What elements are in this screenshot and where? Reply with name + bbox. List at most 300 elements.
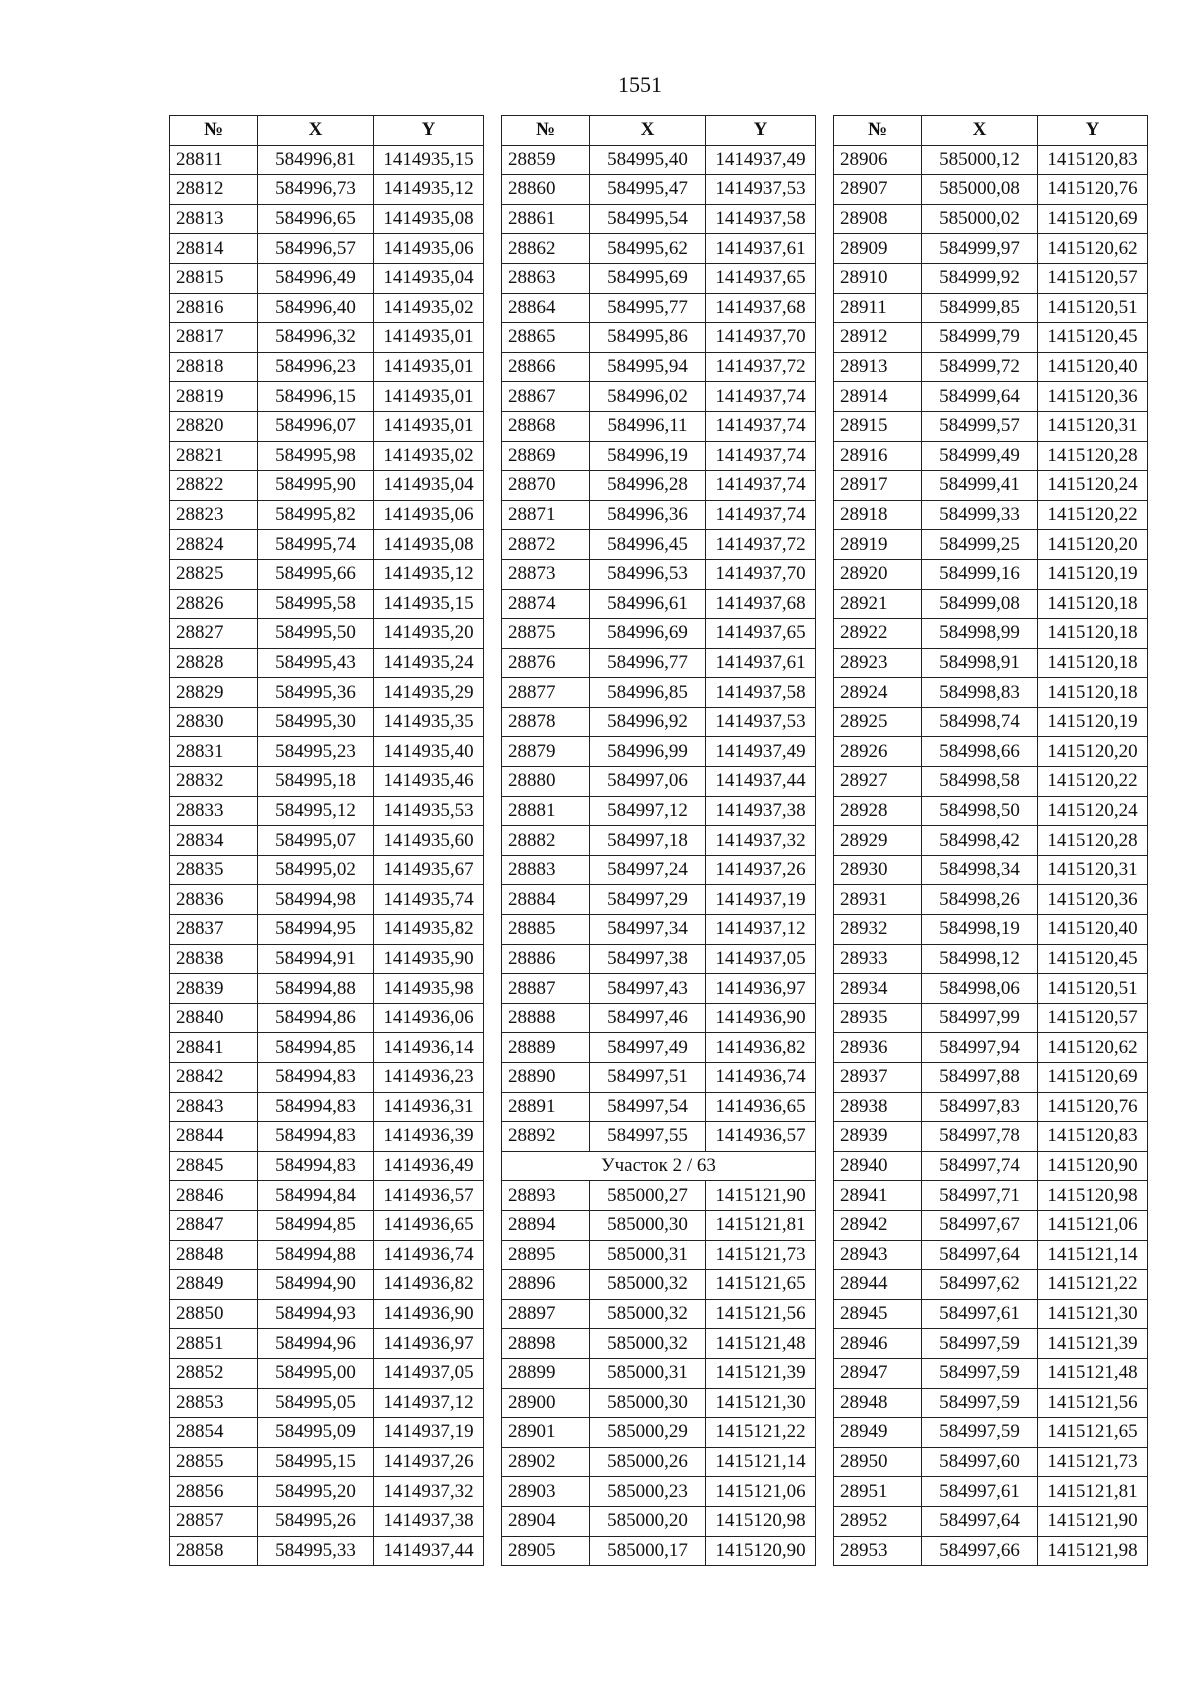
x-value: 584995,66: [258, 559, 374, 589]
point-number: 28920: [834, 559, 922, 589]
table-row: [502, 352, 816, 382]
table-row: [502, 1063, 816, 1093]
x-value: 584995,58: [258, 589, 374, 619]
y-value: 1415121,39: [706, 1358, 816, 1388]
page-number: 1551: [618, 72, 662, 97]
point-number: 28829: [170, 678, 258, 708]
point-number: 28918: [834, 500, 922, 530]
point-number: 28821: [170, 441, 258, 471]
table-row: [502, 915, 816, 945]
y-value: 1414935,01: [374, 323, 484, 353]
table-row: [170, 1477, 484, 1507]
point-number: 28921: [834, 589, 922, 619]
table-row: [834, 915, 1148, 945]
y-value: 1414936,82: [374, 1270, 484, 1300]
x-value: 584995,54: [590, 204, 706, 234]
y-value: 1415120,76: [1038, 175, 1148, 205]
y-value: 1414937,72: [706, 352, 816, 382]
x-value: 584999,64: [922, 382, 1038, 412]
y-value: 1414937,68: [706, 589, 816, 619]
point-number: 28930: [834, 855, 922, 885]
y-value: 1414937,38: [706, 796, 816, 826]
y-value: 1414935,06: [374, 500, 484, 530]
y-value: 1414935,29: [374, 678, 484, 708]
point-number: 28891: [502, 1092, 590, 1122]
y-value: 1415120,98: [706, 1506, 816, 1536]
table-row: [502, 500, 816, 530]
point-number: 28902: [502, 1447, 590, 1477]
header-row: [834, 116, 1148, 146]
point-number: 28931: [834, 885, 922, 915]
x-value: 584997,71: [922, 1181, 1038, 1211]
x-value: 584996,81: [258, 145, 374, 175]
x-value: 584994,85: [258, 1033, 374, 1063]
y-value: 1415121,73: [706, 1240, 816, 1270]
y-value: 1415120,57: [1038, 1003, 1148, 1033]
y-value: 1415120,22: [1038, 500, 1148, 530]
point-number: 28929: [834, 826, 922, 856]
table-row: [170, 589, 484, 619]
table-row: [170, 1270, 484, 1300]
y-value: 1415120,20: [1038, 737, 1148, 767]
x-value: 584994,96: [258, 1329, 374, 1359]
table-row: [834, 1536, 1148, 1566]
table-row: [170, 737, 484, 767]
point-number: 28878: [502, 707, 590, 737]
x-value: 584998,34: [922, 855, 1038, 885]
point-number: 28934: [834, 974, 922, 1004]
y-value: 1414937,61: [706, 234, 816, 264]
point-number: 28875: [502, 619, 590, 649]
table-row: [170, 1358, 484, 1388]
table-row: [502, 382, 816, 412]
table-row: [834, 293, 1148, 323]
table-row: [834, 1447, 1148, 1477]
y-value: 1414937,70: [706, 559, 816, 589]
point-number: 28901: [502, 1418, 590, 1448]
y-value: 1415121,98: [1038, 1536, 1148, 1566]
point-number: 28926: [834, 737, 922, 767]
y-value: 1414936,57: [706, 1122, 816, 1152]
table-row: [834, 1477, 1148, 1507]
x-value: 584999,57: [922, 411, 1038, 441]
y-value: 1415121,39: [1038, 1329, 1148, 1359]
point-number: 28873: [502, 559, 590, 589]
table-row: [170, 1240, 484, 1270]
x-value: 584997,34: [590, 915, 706, 945]
point-number: 28913: [834, 352, 922, 382]
x-value: 584995,90: [258, 471, 374, 501]
point-number: 28868: [502, 411, 590, 441]
point-number: 28851: [170, 1329, 258, 1359]
table-row: [170, 471, 484, 501]
table-row: [502, 1447, 816, 1477]
point-number: 28843: [170, 1092, 258, 1122]
point-number: 28925: [834, 707, 922, 737]
point-number: 28908: [834, 204, 922, 234]
point-number: 28885: [502, 915, 590, 945]
x-value: 584996,28: [590, 471, 706, 501]
x-value: 584997,46: [590, 1003, 706, 1033]
y-value: 1414935,08: [374, 530, 484, 560]
y-value: 1414936,97: [706, 974, 816, 1004]
point-number: 28816: [170, 293, 258, 323]
point-number: 28846: [170, 1181, 258, 1211]
point-number: 28830: [170, 707, 258, 737]
point-number: 28817: [170, 323, 258, 353]
table-row: [170, 944, 484, 974]
y-value: 1414937,38: [374, 1506, 484, 1536]
point-number: 28870: [502, 471, 590, 501]
y-value: 1414936,82: [706, 1033, 816, 1063]
point-number: 28859: [502, 145, 590, 175]
point-number: 28845: [170, 1151, 258, 1181]
x-value: 585000,31: [590, 1240, 706, 1270]
point-number: 28869: [502, 441, 590, 471]
x-value: 584994,95: [258, 915, 374, 945]
point-number: 28849: [170, 1270, 258, 1300]
y-value: 1415121,81: [1038, 1477, 1148, 1507]
point-number: 28905: [502, 1536, 590, 1566]
table-row: [834, 974, 1148, 1004]
table-row: [834, 263, 1148, 293]
x-value: 584994,91: [258, 944, 374, 974]
x-value: 585000,30: [590, 1210, 706, 1240]
x-value: 584996,11: [590, 411, 706, 441]
x-value: 584996,02: [590, 382, 706, 412]
coordinates-table-1: [169, 115, 484, 1566]
point-number: 28840: [170, 1003, 258, 1033]
y-value: 1414936,57: [374, 1181, 484, 1211]
table-row: [502, 323, 816, 353]
y-value: 1414936,31: [374, 1092, 484, 1122]
point-number: 28947: [834, 1358, 922, 1388]
x-value: 584998,06: [922, 974, 1038, 1004]
point-number: 28844: [170, 1122, 258, 1152]
point-number: 28853: [170, 1388, 258, 1418]
x-value: 584997,29: [590, 885, 706, 915]
table-row: [170, 826, 484, 856]
point-number: 28951: [834, 1477, 922, 1507]
point-number: 28813: [170, 204, 258, 234]
point-number: 28848: [170, 1240, 258, 1270]
y-value: 1414937,58: [706, 678, 816, 708]
table-row: [834, 589, 1148, 619]
y-value: 1415120,18: [1038, 589, 1148, 619]
y-value: 1414937,53: [706, 707, 816, 737]
y-value: 1415120,19: [1038, 559, 1148, 589]
y-value: 1415121,90: [1038, 1506, 1148, 1536]
x-value: 584999,72: [922, 352, 1038, 382]
table-row: [834, 1358, 1148, 1388]
point-number: 28876: [502, 648, 590, 678]
table-row: [502, 737, 816, 767]
x-value: 584997,88: [922, 1063, 1038, 1093]
point-number: 28915: [834, 411, 922, 441]
x-value: 584996,69: [590, 619, 706, 649]
y-value: 1414935,20: [374, 619, 484, 649]
point-number: 28860: [502, 175, 590, 205]
x-value: 584997,59: [922, 1418, 1038, 1448]
x-value: 584996,07: [258, 411, 374, 441]
point-number: 28862: [502, 234, 590, 264]
table-row: [834, 1033, 1148, 1063]
y-value: 1415120,40: [1038, 915, 1148, 945]
table-row: [834, 530, 1148, 560]
table-row: [170, 293, 484, 323]
x-value: 585000,17: [590, 1536, 706, 1566]
y-value: 1414937,61: [706, 648, 816, 678]
table-row: [502, 974, 816, 1004]
table-row: [834, 441, 1148, 471]
y-value: 1415120,83: [1038, 1122, 1148, 1152]
y-value: 1414937,58: [706, 204, 816, 234]
x-value: 584995,20: [258, 1477, 374, 1507]
x-value: 584997,18: [590, 826, 706, 856]
y-value: 1415121,30: [706, 1388, 816, 1418]
x-value: 584997,49: [590, 1033, 706, 1063]
point-number: 28864: [502, 293, 590, 323]
y-value: 1414937,65: [706, 619, 816, 649]
point-number: 28912: [834, 323, 922, 353]
point-number: 28914: [834, 382, 922, 412]
x-value: 584994,86: [258, 1003, 374, 1033]
table-row: [502, 855, 816, 885]
x-value: 584996,23: [258, 352, 374, 382]
table-row: [502, 1122, 816, 1152]
y-value: 1415121,65: [1038, 1418, 1148, 1448]
x-value: 584994,84: [258, 1181, 374, 1211]
point-number: 28835: [170, 855, 258, 885]
table-row: [502, 1092, 816, 1122]
point-number: 28917: [834, 471, 922, 501]
table-row: [834, 559, 1148, 589]
x-value: 584994,83: [258, 1151, 374, 1181]
x-value: 584997,06: [590, 767, 706, 797]
y-value: 1414935,02: [374, 293, 484, 323]
x-value: 584999,33: [922, 500, 1038, 530]
x-value: 584995,07: [258, 826, 374, 856]
table-row: [170, 1536, 484, 1566]
x-value: 584996,40: [258, 293, 374, 323]
table-row: [170, 559, 484, 589]
y-value: 1414937,74: [706, 471, 816, 501]
coordinates-table-3: [833, 115, 1148, 1566]
x-value: 584995,12: [258, 796, 374, 826]
x-value: 584995,69: [590, 263, 706, 293]
y-value: 1414937,65: [706, 263, 816, 293]
point-number: 28932: [834, 915, 922, 945]
table-row: [834, 500, 1148, 530]
table-row: [502, 589, 816, 619]
table-row: [834, 1506, 1148, 1536]
table-row: [502, 1270, 816, 1300]
point-number: 28812: [170, 175, 258, 205]
header-row: [170, 116, 484, 146]
table-row: [834, 234, 1148, 264]
y-value: 1415120,24: [1038, 796, 1148, 826]
table-row: [170, 1122, 484, 1152]
table-row: [834, 1329, 1148, 1359]
point-number: 28953: [834, 1536, 922, 1566]
y-value: 1414937,74: [706, 500, 816, 530]
point-number: 28861: [502, 204, 590, 234]
y-value: 1414935,15: [374, 589, 484, 619]
x-value: 584995,74: [258, 530, 374, 560]
table-row: [834, 619, 1148, 649]
header-x: X: [922, 116, 1038, 146]
x-value: 585000,12: [922, 145, 1038, 175]
table-row: [502, 471, 816, 501]
point-number: 28950: [834, 1447, 922, 1477]
y-value: 1414936,74: [706, 1063, 816, 1093]
point-number: 28886: [502, 944, 590, 974]
point-number: 28858: [170, 1536, 258, 1566]
y-value: 1415121,81: [706, 1210, 816, 1240]
y-value: 1415120,31: [1038, 855, 1148, 885]
x-value: 584998,99: [922, 619, 1038, 649]
point-number: 28916: [834, 441, 922, 471]
point-number: 28937: [834, 1063, 922, 1093]
table-row: [834, 1063, 1148, 1093]
table-row: [170, 1418, 484, 1448]
x-value: 584999,49: [922, 441, 1038, 471]
table-row: [502, 175, 816, 205]
x-value: 584995,47: [590, 175, 706, 205]
x-value: 584994,93: [258, 1299, 374, 1329]
table-row: [834, 175, 1148, 205]
y-value: 1415120,57: [1038, 263, 1148, 293]
y-value: 1414937,44: [706, 767, 816, 797]
x-value: 584998,26: [922, 885, 1038, 915]
x-value: 584994,83: [258, 1092, 374, 1122]
x-value: 584994,88: [258, 974, 374, 1004]
y-value: 1414936,90: [374, 1299, 484, 1329]
y-value: 1414935,01: [374, 352, 484, 382]
y-value: 1415120,69: [1038, 204, 1148, 234]
point-number: 28946: [834, 1329, 922, 1359]
x-value: 584996,15: [258, 382, 374, 412]
y-value: 1415121,73: [1038, 1447, 1148, 1477]
point-number: 28941: [834, 1181, 922, 1211]
point-number: 28874: [502, 589, 590, 619]
table-row: [502, 619, 816, 649]
y-value: 1414937,70: [706, 323, 816, 353]
y-value: 1415120,51: [1038, 974, 1148, 1004]
point-number: 28907: [834, 175, 922, 205]
x-value: 584998,19: [922, 915, 1038, 945]
header-y: Y: [706, 116, 816, 146]
point-number: 28819: [170, 382, 258, 412]
point-number: 28824: [170, 530, 258, 560]
y-value: 1414937,49: [706, 145, 816, 175]
table-row: [170, 1151, 484, 1181]
table-row: [170, 1181, 484, 1211]
table-row: [834, 411, 1148, 441]
header-num: №: [170, 116, 258, 146]
x-value: 584995,05: [258, 1388, 374, 1418]
y-value: 1415120,40: [1038, 352, 1148, 382]
y-value: 1414937,19: [706, 885, 816, 915]
table-row: [502, 826, 816, 856]
point-number: 28911: [834, 293, 922, 323]
table-row: [834, 1270, 1148, 1300]
y-value: 1414937,44: [374, 1536, 484, 1566]
y-value: 1414935,06: [374, 234, 484, 264]
x-value: 584999,79: [922, 323, 1038, 353]
point-number: 28919: [834, 530, 922, 560]
table-row: [170, 974, 484, 1004]
point-number: 28895: [502, 1240, 590, 1270]
point-number: 28850: [170, 1299, 258, 1329]
y-value: 1414935,40: [374, 737, 484, 767]
table-row: [834, 204, 1148, 234]
y-value: 1414937,12: [374, 1388, 484, 1418]
x-value: 584996,65: [258, 204, 374, 234]
y-value: 1414937,19: [374, 1418, 484, 1448]
x-value: 584997,12: [590, 796, 706, 826]
point-number: 28867: [502, 382, 590, 412]
x-value: 584995,23: [258, 737, 374, 767]
y-value: 1414936,06: [374, 1003, 484, 1033]
y-value: 1415121,48: [706, 1329, 816, 1359]
x-value: 585000,23: [590, 1477, 706, 1507]
table-row: [170, 1033, 484, 1063]
table-row: [170, 885, 484, 915]
x-value: 584998,83: [922, 678, 1038, 708]
x-value: 584995,30: [258, 707, 374, 737]
y-value: 1415120,18: [1038, 648, 1148, 678]
y-value: 1414936,65: [706, 1092, 816, 1122]
x-value: 584996,45: [590, 530, 706, 560]
x-value: 584997,51: [590, 1063, 706, 1093]
x-value: 585000,02: [922, 204, 1038, 234]
table-row: [502, 1536, 816, 1566]
point-number: 28894: [502, 1210, 590, 1240]
y-value: 1415120,18: [1038, 678, 1148, 708]
table-row: [834, 767, 1148, 797]
y-value: 1414937,12: [706, 915, 816, 945]
table-row: [170, 1003, 484, 1033]
table-row: [170, 1388, 484, 1418]
point-number: 28828: [170, 648, 258, 678]
y-value: 1414935,53: [374, 796, 484, 826]
y-value: 1415120,98: [1038, 1181, 1148, 1211]
point-number: 28924: [834, 678, 922, 708]
point-number: 28880: [502, 767, 590, 797]
y-value: 1414936,97: [374, 1329, 484, 1359]
y-value: 1414936,23: [374, 1063, 484, 1093]
x-value: 585000,27: [590, 1181, 706, 1211]
x-value: 585000,30: [590, 1388, 706, 1418]
table-row: [834, 944, 1148, 974]
y-value: 1414937,05: [706, 944, 816, 974]
x-value: 585000,32: [590, 1299, 706, 1329]
point-number: 28884: [502, 885, 590, 915]
x-value: 584997,60: [922, 1447, 1038, 1477]
point-number: 28852: [170, 1358, 258, 1388]
x-value: 584999,25: [922, 530, 1038, 560]
x-value: 584999,85: [922, 293, 1038, 323]
table-row: [834, 678, 1148, 708]
point-number: 28952: [834, 1506, 922, 1536]
y-value: 1415121,65: [706, 1270, 816, 1300]
x-value: 584994,85: [258, 1210, 374, 1240]
y-value: 1414935,08: [374, 204, 484, 234]
table-row: [170, 1329, 484, 1359]
x-value: 584994,90: [258, 1270, 374, 1300]
x-value: 584997,54: [590, 1092, 706, 1122]
